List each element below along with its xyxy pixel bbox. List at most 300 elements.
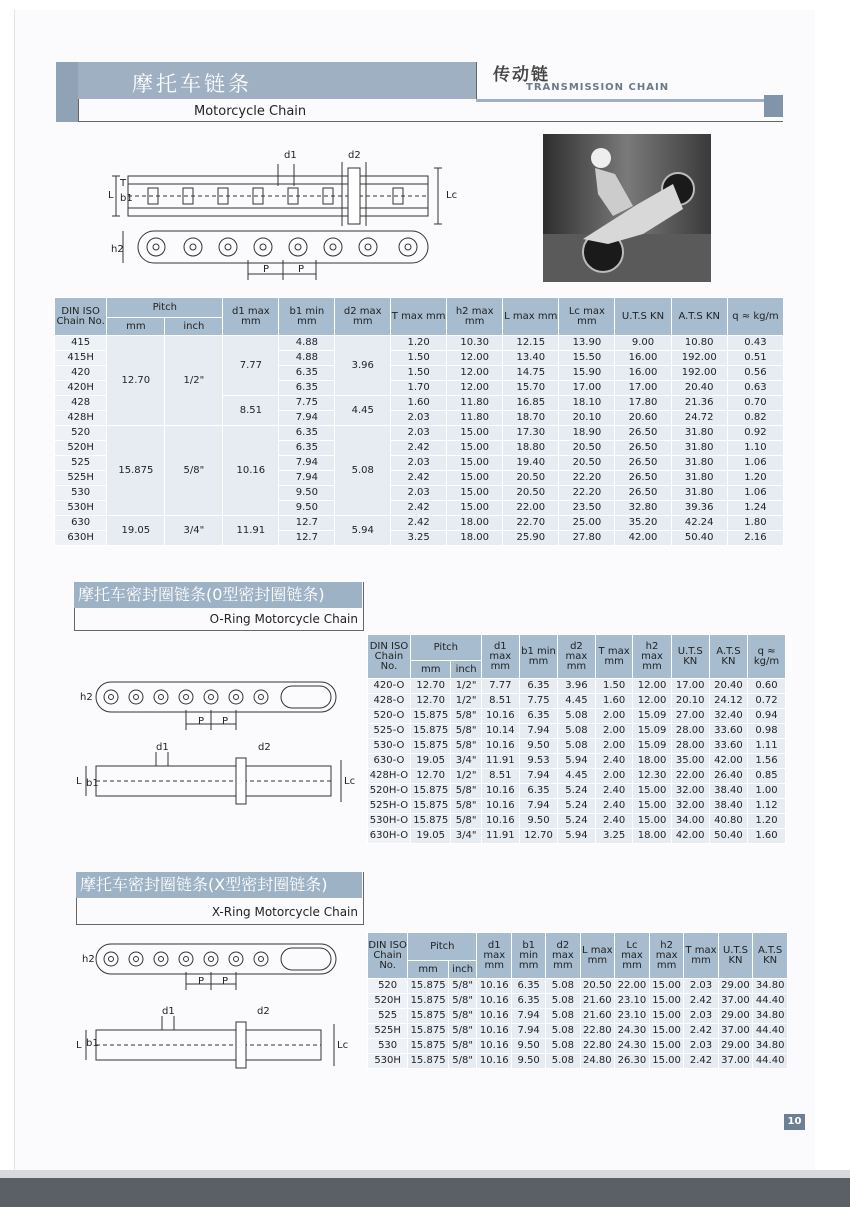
cell: 2.42 — [684, 1054, 718, 1069]
page-number: 10 — [784, 1114, 805, 1130]
xring-label-Lc: Lc — [337, 1040, 349, 1051]
cell: 10.16 — [481, 709, 519, 724]
oring-title-underline — [74, 630, 364, 631]
cell: 22.80 — [580, 1039, 615, 1054]
cell-b1: 6.35 — [279, 366, 335, 381]
table-row — [368, 769, 786, 784]
cell: 2.03 — [684, 979, 718, 994]
th-d2: d2 max mm — [335, 298, 391, 336]
cell-Lc: 17.00 — [559, 381, 615, 396]
cell-uts: 35.20 — [615, 516, 671, 531]
cell: 5.24 — [558, 799, 596, 814]
cell: 1.12 — [748, 799, 786, 814]
th-ats: A.T.S KN — [671, 298, 727, 336]
cell: 5.08 — [546, 979, 580, 994]
cell: 10.16 — [481, 814, 519, 829]
cell: 12.00 — [633, 679, 671, 694]
cell: 34.80 — [753, 1039, 788, 1054]
cell: 630-O — [368, 754, 411, 769]
cell: 11.91 — [481, 754, 519, 769]
header-left-rule — [78, 99, 79, 122]
motorcycle-chain-spec-table — [54, 297, 784, 546]
page-title-zh: 摩托车链条 — [132, 72, 252, 96]
oring-title-right-rule — [363, 582, 364, 631]
cell: 10.16 — [477, 994, 512, 1009]
cell: 0.72 — [748, 694, 786, 709]
cell-ats: 39.36 — [671, 501, 727, 516]
cell-b1: 6.35 — [279, 426, 335, 441]
th-q: q ≈ kg/m — [748, 635, 786, 679]
cell-L: 12.15 — [503, 336, 559, 351]
cell-d2: 4.45 — [335, 396, 391, 426]
cell-d2: 5.94 — [335, 516, 391, 546]
cell: 520-O — [368, 709, 411, 724]
cell: 1.11 — [748, 739, 786, 754]
cell: 9.50 — [512, 1054, 546, 1069]
table-row — [368, 994, 788, 1009]
cell: 22.00 — [671, 769, 709, 784]
cell: 7.94 — [519, 724, 557, 739]
table-row — [368, 754, 786, 769]
cell-L: 18.80 — [503, 441, 559, 456]
cell-T: 2.42 — [391, 516, 447, 531]
cell: 15.09 — [633, 739, 671, 754]
cell-ats: 31.80 — [671, 456, 727, 471]
cell: 50.40 — [709, 829, 747, 844]
cell: 1.00 — [748, 784, 786, 799]
cell: 5.08 — [558, 724, 596, 739]
th-uts: U.T.S KN — [718, 933, 753, 979]
cell-ats: 31.80 — [671, 426, 727, 441]
cell-q: 1.24 — [727, 501, 783, 516]
cell: 21.60 — [580, 1009, 615, 1024]
cell-ats: 31.80 — [671, 486, 727, 501]
cell: 15.00 — [649, 979, 684, 994]
cell: 15.875 — [410, 784, 451, 799]
label-P-2: P — [298, 264, 305, 275]
th-L: L max mm — [580, 933, 615, 979]
cell-T: 1.20 — [391, 336, 447, 351]
cell-q: 0.82 — [727, 411, 783, 426]
xring-section-title-zh: 摩托车密封圈链条(X型密封圈链条) — [76, 872, 362, 898]
cell: 32.00 — [671, 799, 709, 814]
cell: 15.875 — [408, 1009, 449, 1024]
cell: 44.40 — [753, 1024, 788, 1039]
oring-section-title-zh: 摩托车密封圈链条(0型密封圈链条) — [74, 582, 362, 608]
cell-chain-no: 530H — [55, 501, 107, 516]
cell: 24.12 — [709, 694, 747, 709]
th-q: q ≈ kg/m — [727, 298, 783, 336]
cell: 428H-O — [368, 769, 411, 784]
th-T: T max mm — [684, 933, 718, 979]
cell-Lc: 20.10 — [559, 411, 615, 426]
cell: 530H-O — [368, 814, 411, 829]
cell: 8.51 — [481, 769, 519, 784]
cell: 15.00 — [633, 799, 671, 814]
cell: 29.00 — [718, 1009, 753, 1024]
cell-Lc: 23.50 — [559, 501, 615, 516]
cell-uts: 17.80 — [615, 396, 671, 411]
xring-label-h2: h2 — [82, 954, 95, 965]
cell: 7.94 — [519, 769, 557, 784]
cell-b1: 4.88 — [279, 336, 335, 351]
th-pitch: Pitch — [107, 298, 223, 318]
cell-pitch-inch: 1/2" — [165, 336, 223, 426]
oring-label-P-2: P — [222, 716, 229, 727]
cell: 19.05 — [410, 829, 451, 844]
cell-uts: 32.80 — [615, 501, 671, 516]
cell-h2: 15.00 — [447, 441, 503, 456]
cell: 1/2" — [451, 694, 481, 709]
cell: 32.40 — [709, 709, 747, 724]
th-d2: d2 max mm — [546, 933, 580, 979]
category-underline — [476, 99, 764, 102]
header-accent-block — [56, 62, 78, 122]
cell: 15.875 — [408, 979, 449, 994]
cell: 44.40 — [753, 1054, 788, 1069]
cell: 5/8" — [448, 1024, 477, 1039]
cell: 12.30 — [633, 769, 671, 784]
th-pitch-inch: inch — [448, 961, 477, 979]
cell: 23.10 — [615, 994, 650, 1009]
cell-pitch-mm: 12.70 — [107, 336, 165, 426]
chain-side-outline — [138, 231, 428, 263]
label-Lc: Lc — [446, 190, 458, 201]
cell-L: 19.40 — [503, 456, 559, 471]
cell: 5.08 — [546, 1024, 580, 1039]
table-row — [368, 784, 786, 799]
th-d1: d1 max mm — [477, 933, 512, 979]
cell: 15.875 — [408, 1054, 449, 1069]
cell-ats: 31.80 — [671, 441, 727, 456]
cell-chain-no: 420H — [55, 381, 107, 396]
cell: 42.00 — [709, 754, 747, 769]
table-row — [368, 1024, 788, 1039]
cell-chain-no: 520 — [55, 426, 107, 441]
cell: 23.10 — [615, 1009, 650, 1024]
table-row — [368, 979, 788, 994]
table-row — [368, 814, 786, 829]
cell-T: 2.03 — [391, 456, 447, 471]
label-L: L — [108, 190, 114, 201]
cell: 5.08 — [546, 1054, 580, 1069]
cell-T: 1.70 — [391, 381, 447, 396]
cell-T: 2.03 — [391, 411, 447, 426]
th-b1: b1 min mm — [519, 635, 557, 679]
th-pitch: Pitch — [410, 635, 481, 661]
table-row — [368, 1039, 788, 1054]
cell-d1: 8.51 — [223, 396, 279, 426]
cell: 15.00 — [633, 814, 671, 829]
cell-ats: 20.40 — [671, 381, 727, 396]
xring-title-right-rule — [363, 872, 364, 925]
cell: 10.16 — [481, 784, 519, 799]
cell-chain-no: 630 — [55, 516, 107, 531]
cell: 18.00 — [633, 829, 671, 844]
cell: 2.42 — [684, 994, 718, 1009]
cell-L: 17.30 — [503, 426, 559, 441]
cell: 44.40 — [753, 994, 788, 1009]
cell: 9.53 — [519, 754, 557, 769]
cell-h2: 15.00 — [447, 501, 503, 516]
th-pitch-mm: mm — [408, 961, 449, 979]
cell: 6.35 — [519, 679, 557, 694]
cell-Lc: 13.90 — [559, 336, 615, 351]
cell: 2.03 — [684, 1039, 718, 1054]
th-ats: A.T.S KN — [753, 933, 788, 979]
cell: 38.40 — [709, 799, 747, 814]
table-row — [368, 829, 786, 844]
cell-Lc: 25.00 — [559, 516, 615, 531]
cell-Lc: 18.90 — [559, 426, 615, 441]
cell-q: 1.10 — [727, 441, 783, 456]
cell-q: 0.43 — [727, 336, 783, 351]
cell: 530 — [368, 1039, 408, 1054]
cell-uts: 42.00 — [615, 531, 671, 546]
cell: 530H — [368, 1054, 408, 1069]
cell: 6.35 — [519, 709, 557, 724]
chain-dimension-diagram — [108, 146, 458, 286]
cell: 20.40 — [709, 679, 747, 694]
cell: 5.08 — [558, 739, 596, 754]
cell: 6.35 — [519, 784, 557, 799]
cell: 10.16 — [477, 1024, 512, 1039]
cell-chain-no: 415 — [55, 336, 107, 351]
cell: 10.16 — [477, 979, 512, 994]
cell: 12.00 — [633, 694, 671, 709]
cell-b1: 9.50 — [279, 501, 335, 516]
cell: 1/2" — [451, 769, 481, 784]
oring-section-title-en: O-Ring Motorcycle Chain — [209, 612, 358, 626]
cell: 29.00 — [718, 1039, 753, 1054]
cell: 20.10 — [671, 694, 709, 709]
cell: 37.00 — [718, 994, 753, 1009]
cell: 8.51 — [481, 694, 519, 709]
cell-q: 1.20 — [727, 471, 783, 486]
cell: 5/8" — [451, 814, 481, 829]
th-chain-no: DIN ISO Chain No. — [55, 298, 107, 336]
cell: 5/8" — [451, 799, 481, 814]
cell: 15.00 — [649, 1054, 684, 1069]
cell: 15.875 — [408, 1039, 449, 1054]
cell: 24.30 — [615, 1024, 650, 1039]
cell-T: 2.42 — [391, 501, 447, 516]
xring-label-d1: d1 — [162, 1006, 175, 1017]
pin-circles — [147, 238, 417, 256]
cell-q: 1.06 — [727, 456, 783, 471]
cell-q: 1.06 — [727, 486, 783, 501]
xring-label-b1: b1 — [86, 1038, 99, 1049]
cell-L: 20.50 — [503, 486, 559, 501]
cell-T: 1.50 — [391, 366, 447, 381]
cell: 5/8" — [448, 979, 477, 994]
cell: 2.00 — [595, 724, 633, 739]
cell-b1: 7.75 — [279, 396, 335, 411]
cell: 9.50 — [512, 1039, 546, 1054]
label-P-1: P — [263, 264, 270, 275]
cell: 34.80 — [753, 1009, 788, 1024]
cell-h2: 15.00 — [447, 456, 503, 471]
cell-q: 0.70 — [727, 396, 783, 411]
cell-h2: 18.00 — [447, 516, 503, 531]
table-row — [368, 709, 786, 724]
cell-h2: 10.30 — [447, 336, 503, 351]
cell-Lc: 15.50 — [559, 351, 615, 366]
cell: 40.80 — [709, 814, 747, 829]
cell-b1: 4.88 — [279, 351, 335, 366]
cell: 525H-O — [368, 799, 411, 814]
cell-d1: 7.77 — [223, 336, 279, 396]
cell-q: 0.63 — [727, 381, 783, 396]
category-title-zh: 传动链 — [493, 65, 550, 85]
cell-T: 2.03 — [391, 426, 447, 441]
cell-uts: 26.50 — [615, 486, 671, 501]
page-edge — [0, 1170, 850, 1178]
cell: 3.96 — [558, 679, 596, 694]
cell: 525 — [368, 1009, 408, 1024]
cell-b1: 7.94 — [279, 411, 335, 426]
label-h2: h2 — [111, 244, 124, 255]
th-d2: d2 max mm — [558, 635, 596, 679]
cell-chain-no: 420 — [55, 366, 107, 381]
cell-b1: 9.50 — [279, 486, 335, 501]
cell: 520H — [368, 994, 408, 1009]
cell: 0.60 — [748, 679, 786, 694]
cell: 520 — [368, 979, 408, 994]
label-b1: b1 — [120, 193, 133, 204]
cell: 11.91 — [481, 829, 519, 844]
cell: 7.94 — [512, 1024, 546, 1039]
cell-uts: 26.50 — [615, 471, 671, 486]
th-Lc: Lc max mm — [615, 933, 650, 979]
cell-h2: 12.00 — [447, 366, 503, 381]
cell: 7.77 — [481, 679, 519, 694]
category-title-en: TRANSMISSION CHAIN — [526, 82, 670, 93]
oring-label-L: L — [76, 776, 82, 787]
cell-uts: 26.50 — [615, 456, 671, 471]
oring-label-d1: d1 — [156, 742, 169, 753]
cell: 38.40 — [709, 784, 747, 799]
cell-L: 20.50 — [503, 471, 559, 486]
header-divider — [476, 62, 477, 99]
th-ats: A.T.S KN — [709, 635, 747, 679]
cell-h2: 15.00 — [447, 486, 503, 501]
cell: 2.03 — [684, 1009, 718, 1024]
cell-q: 0.51 — [727, 351, 783, 366]
cell-L: 13.40 — [503, 351, 559, 366]
cell-chain-no: 428H — [55, 411, 107, 426]
cell-b1: 12.7 — [279, 531, 335, 546]
cell: 12.70 — [410, 679, 451, 694]
cell: 26.40 — [709, 769, 747, 784]
cell: 18.00 — [633, 754, 671, 769]
table-row — [368, 679, 786, 694]
th-chain-no: DIN ISO Chain No. — [368, 635, 411, 679]
cell-d2: 5.08 — [335, 426, 391, 516]
cell: 6.35 — [512, 994, 546, 1009]
cell: 5.24 — [558, 784, 596, 799]
cell: 34.00 — [671, 814, 709, 829]
cell: 15.00 — [649, 1024, 684, 1039]
cell: 5.08 — [546, 1039, 580, 1054]
cell: 5.24 — [558, 814, 596, 829]
cell: 5/8" — [451, 709, 481, 724]
label-d1: d1 — [284, 150, 297, 161]
cell-Lc: 18.10 — [559, 396, 615, 411]
cell: 5/8" — [448, 1039, 477, 1054]
cell: 15.00 — [649, 994, 684, 1009]
cell-L: 15.70 — [503, 381, 559, 396]
cell-uts: 26.50 — [615, 426, 671, 441]
cell-T: 2.03 — [391, 486, 447, 501]
xring-title-underline — [76, 924, 364, 925]
cell: 5.08 — [546, 1009, 580, 1024]
cell-L: 25.90 — [503, 531, 559, 546]
cell-d2: 3.96 — [335, 336, 391, 396]
cell-b1: 6.35 — [279, 441, 335, 456]
cell: 33.60 — [709, 739, 747, 754]
cell: 525-O — [368, 724, 411, 739]
cell: 15.875 — [408, 1024, 449, 1039]
cell-uts: 16.00 — [615, 366, 671, 381]
cell: 6.35 — [512, 979, 546, 994]
table-row — [368, 694, 786, 709]
cell: 525H — [368, 1024, 408, 1039]
cell-uts: 20.60 — [615, 411, 671, 426]
cell: 15.00 — [633, 784, 671, 799]
cell: 42.00 — [671, 829, 709, 844]
cell: 21.60 — [580, 994, 615, 1009]
cell: 34.80 — [753, 979, 788, 994]
cell: 35.00 — [671, 754, 709, 769]
xring-label-d2: d2 — [257, 1006, 270, 1017]
cell: 1.60 — [595, 694, 633, 709]
oring-label-P-1: P — [198, 716, 205, 727]
th-T: T max mm — [391, 298, 447, 336]
header-underline — [78, 121, 783, 122]
table-row — [55, 516, 784, 531]
cell-d1: 11.91 — [223, 516, 279, 546]
cell: 520H-O — [368, 784, 411, 799]
cell: 2.00 — [595, 739, 633, 754]
cell-pitch-inch: 5/8" — [165, 426, 223, 516]
cell-chain-no: 520H — [55, 441, 107, 456]
cell: 20.50 — [580, 979, 615, 994]
cell-T: 1.50 — [391, 351, 447, 366]
cell-pitch-mm: 19.05 — [107, 516, 165, 546]
xring-label-L: L — [76, 1040, 82, 1051]
cell: 10.16 — [477, 1054, 512, 1069]
cell: 24.30 — [615, 1039, 650, 1054]
th-pitch-mm: mm — [410, 661, 451, 679]
cell-q: 1.80 — [727, 516, 783, 531]
oring-title-left-rule — [74, 608, 75, 631]
cell-ats: 50.40 — [671, 531, 727, 546]
cell: 12.70 — [410, 769, 451, 784]
cell-b1: 6.35 — [279, 381, 335, 396]
cell-T: 1.60 — [391, 396, 447, 411]
cell: 2.40 — [595, 784, 633, 799]
th-d1: d1 max mm — [481, 635, 519, 679]
cell: 15.875 — [410, 814, 451, 829]
cell-chain-no: 630H — [55, 531, 107, 546]
cell: 15.875 — [410, 724, 451, 739]
th-pitch-inch: inch — [165, 318, 223, 336]
oring-chain-diagram — [76, 674, 356, 814]
cell: 530-O — [368, 739, 411, 754]
cell-Lc: 22.20 — [559, 486, 615, 501]
cell: 15.875 — [408, 994, 449, 1009]
